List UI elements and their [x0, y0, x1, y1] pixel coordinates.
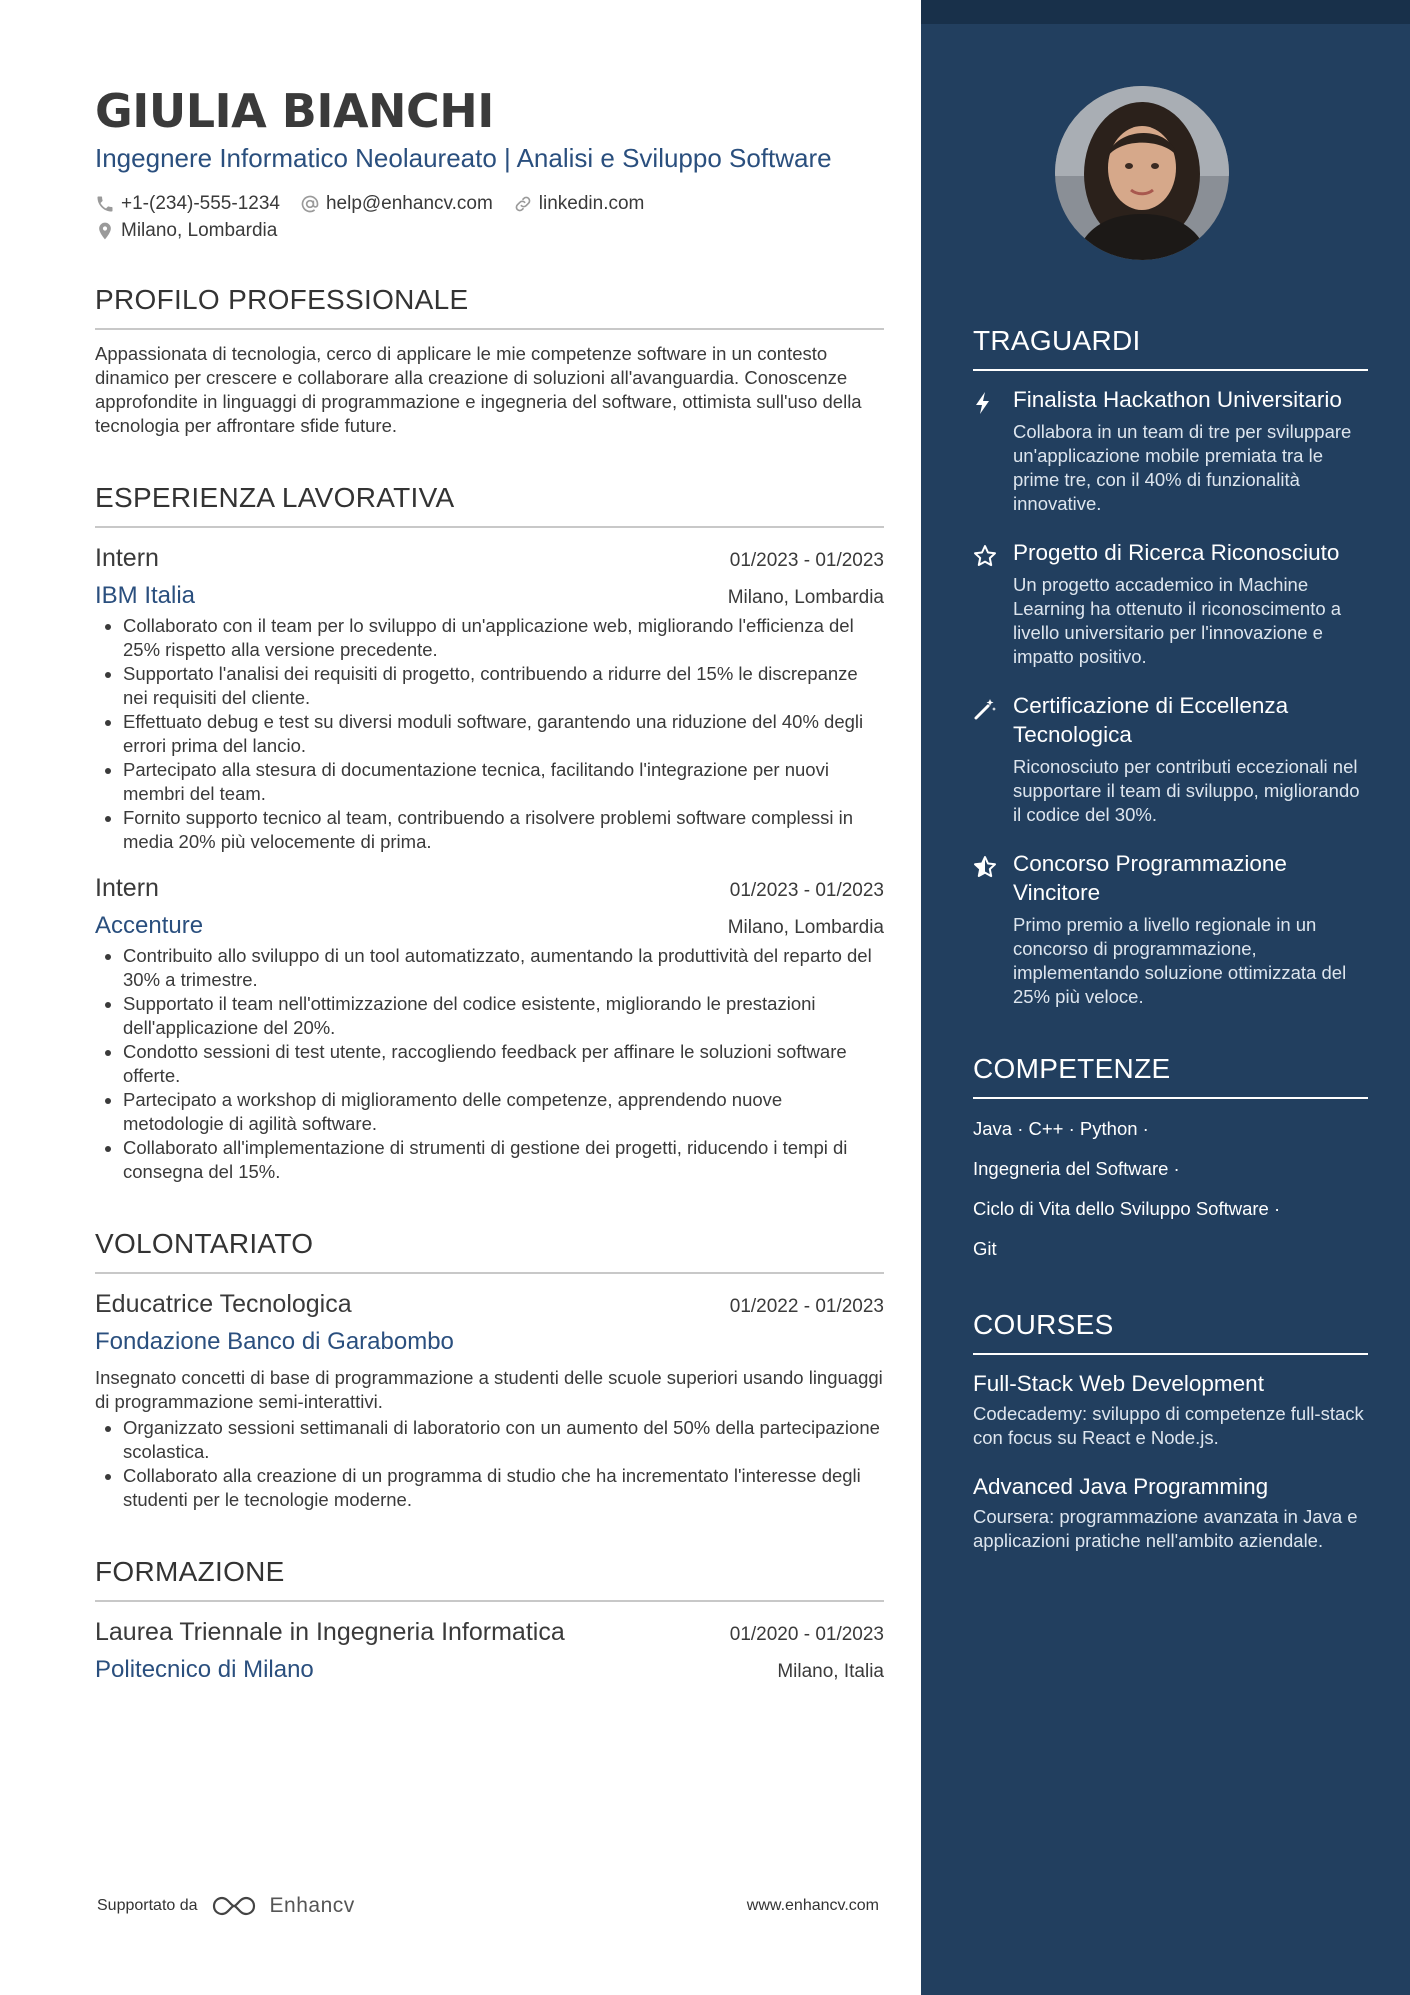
- job-bullets: [95, 944, 884, 1184]
- experience-section-title: ESPERIENZA LAVORATIVA: [95, 482, 884, 528]
- sidebar-top-band: [921, 0, 1410, 24]
- powered-by: [97, 1893, 355, 1919]
- skills-line: Git: [973, 1238, 997, 1259]
- volunteer-role: Educatrice Tecnologica: [95, 1290, 352, 1318]
- bullet-item: • Collaborato all'implementazione di strumenti di gestione dei progetti, riducendo i tempi di consegna del 15%.: [123, 1136, 884, 1184]
- volunteer-description: Insegnato concetti di base di programmazione a studenti delle scuole superiori usando linguaggi di programmazione semi-interattivi.: [95, 1367, 883, 1412]
- location-text: Milano, Lombardia: [121, 220, 278, 241]
- achievements-section-title: TRAGUARDI: [973, 325, 1368, 371]
- footer: [97, 1893, 879, 1919]
- job-entry: [95, 872, 884, 1184]
- bullet-item: • Condotto sessioni di test utente, raccogliendo feedback per affinare le soluzioni software offerte.: [123, 1040, 884, 1088]
- course-title: Full-Stack Web Development: [973, 1371, 1264, 1396]
- education-entry: [95, 1616, 884, 1686]
- powered-text: Supportato da: [97, 1897, 198, 1914]
- bullet-item: • Fornito supporto tecnico al team, contribuendo a risolvere problemi software complessi in media 20% più velocemente di prima.: [123, 806, 884, 854]
- achievement-description: Primo premio a livello regionale in un concorso di programmazione, implementando soluzione ottimizzata del 25% più veloce.: [1013, 914, 1347, 1007]
- volunteer-bullets: [95, 1416, 884, 1512]
- course-description: Coursera: programmazione avanzata in Java e applicazioni pratiche nell'ambito aziendale.: [973, 1506, 1358, 1551]
- volunteer-dates: 01/2022 - 01/2023: [729, 1296, 884, 1317]
- skills-line: Java · C++ · Python ·: [973, 1118, 1149, 1139]
- at-icon: [300, 194, 320, 214]
- candidate-name: GIULIA BIANCHI: [95, 84, 494, 138]
- bolt-icon: [973, 391, 993, 415]
- bullet-item: • Contribuito allo sviluppo di un tool automatizzato, aumentando la produttività del reparto del 30% a trimestre.: [123, 944, 884, 992]
- education-section-title: FORMAZIONE: [95, 1556, 884, 1602]
- bullet-item: • Collaborato con il team per lo sviluppo di un'applicazione web, migliorando l'efficienza del 25% rispetto alla versione precedente.: [123, 614, 884, 662]
- job-role: Intern: [95, 544, 159, 572]
- education-location: Milano, Italia: [777, 1661, 884, 1682]
- volunteer-org: Fondazione Banco di Garabombo: [95, 1328, 454, 1355]
- profile-summary: Appassionata di tecnologia, cerco di applicare le mie competenze software in un contesto dinamico per crescere e collaborare alla creazione di soluzioni all'avanguardia. Conoscenze approfondite in linguaggi di programmazione e ingegneria del software, ottimista sull'uso della tecnologia per affrontare sfide future.: [95, 343, 862, 436]
- sidebar-content: [973, 325, 1368, 1553]
- email-contact[interactable]: [300, 190, 493, 217]
- magic-wand-icon: [973, 697, 997, 721]
- link-icon: [513, 194, 533, 214]
- job-bullets: [95, 614, 884, 854]
- achievement-item: [973, 691, 1368, 827]
- course-description: Codecademy: sviluppo di competenze full-stack con focus su React e Node.js.: [973, 1403, 1364, 1448]
- bullet-item: • Supportato l'analisi dei requisiti di progetto, contribuendo a ridurre del 15% le discrepanze nei requisiti del cliente.: [123, 662, 884, 710]
- footer-url[interactable]: www.enhancv.com: [746, 1897, 879, 1914]
- profile-photo: [1055, 86, 1229, 260]
- skills-line: Ciclo di Vita dello Sviluppo Software ·: [973, 1198, 1281, 1219]
- sidebar: [921, 0, 1410, 1995]
- achievement-description: Collabora in un team di tre per sviluppare un'applicazione mobile premiata tra le prime tre, con il 40% di funzionalità innovative.: [1013, 421, 1352, 514]
- linkedin-text: linkedin.com: [538, 193, 645, 214]
- courses-section-title: COURSES: [973, 1309, 1368, 1355]
- school: Politecnico di Milano: [95, 1656, 314, 1683]
- job-location: Milano, Lombardia: [727, 587, 884, 608]
- location-pin-icon: [95, 221, 115, 241]
- avatar-icon: [1055, 86, 1229, 260]
- star-half-icon: [973, 855, 997, 879]
- bullet-item: • Effettuato debug e test su diversi moduli software, garantendo una riduzione del 40% degli errori prima del lancio.: [123, 710, 884, 758]
- phone-contact[interactable]: [95, 190, 280, 217]
- skills-list: [973, 1109, 1368, 1269]
- job-dates: 01/2023 - 01/2023: [729, 880, 884, 901]
- volunteer-section-title: VOLONTARIATO: [95, 1228, 884, 1274]
- volunteer-entry: [95, 1288, 884, 1512]
- degree: Laurea Triennale in Ingegneria Informatica: [95, 1618, 565, 1646]
- bullet-item: • Collaborato alla creazione di un programma di studio che ha incrementato l'interesse degli studenti per le tecnologie moderne.: [123, 1464, 884, 1512]
- achievement-item: [973, 849, 1368, 1009]
- achievement-description: Riconosciuto per contributi eccezionali nel supportare il team di sviluppo, migliorando il codice del 30%.: [1013, 756, 1360, 825]
- achievement-description: Un progetto accademico in Machine Learning ha ottenuto il riconoscimento a livello universitario per l'innovazione e impatto positivo.: [1013, 574, 1342, 667]
- achievement-item: [973, 538, 1368, 669]
- profile-section-title: PROFILO PROFESSIONALE: [95, 284, 884, 330]
- bullet-item: • Supportato il team nell'ottimizzazione del codice esistente, migliorando le prestazioni dell'applicazione del 20%.: [123, 992, 884, 1040]
- contact-info: [95, 190, 884, 244]
- job-company: Accenture: [95, 912, 204, 939]
- skills-line: Ingegneria del Software ·: [973, 1158, 1180, 1179]
- achievement-title: Finalista Hackathon Universitario: [1013, 387, 1342, 412]
- phone-icon: [95, 194, 115, 214]
- job-location: Milano, Lombardia: [727, 917, 884, 938]
- education-dates: 01/2020 - 01/2023: [729, 1624, 884, 1645]
- achievement-title: Certificazione di Eccellenza Tecnologica: [1013, 693, 1289, 747]
- achievement-title: Concorso Programmazione Vincitore: [1013, 851, 1287, 905]
- job-dates: 01/2023 - 01/2023: [729, 550, 884, 571]
- linkedin-contact[interactable]: [513, 190, 645, 217]
- brand-name: Enhancv: [269, 1894, 355, 1917]
- star-outline-icon: [973, 544, 997, 568]
- location-contact: [95, 217, 277, 244]
- enhancv-logo-icon: [210, 1893, 258, 1919]
- achievement-item: [973, 385, 1368, 516]
- headline: Ingegnere Informatico Neolaureato | Analisi e Sviluppo Software: [95, 143, 832, 173]
- bullet-item: • Partecipato alla stesura di documentazione tecnica, facilitando l'integrazione per nuovi membri del team.: [123, 758, 884, 806]
- achievement-title: Progetto di Ricerca Riconosciuto: [1013, 540, 1340, 565]
- phone-text: +1-(234)-555-1234: [121, 193, 280, 214]
- course-title: Advanced Java Programming: [973, 1474, 1269, 1499]
- job-role: Intern: [95, 874, 159, 902]
- main-content: [95, 80, 884, 1686]
- bullet-item: • Organizzato sessioni settimanali di laboratorio con un aumento del 50% della partecipazione scolastica.: [123, 1416, 884, 1464]
- job-entry: [95, 542, 884, 854]
- job-company: IBM Italia: [95, 582, 196, 609]
- email-text: help@enhancv.com: [325, 193, 493, 214]
- bullet-item: • Partecipato a workshop di miglioramento delle competenze, apprendendo nuove metodologie di agilità software.: [123, 1088, 884, 1136]
- skills-section-title: COMPETENZE: [973, 1053, 1368, 1099]
